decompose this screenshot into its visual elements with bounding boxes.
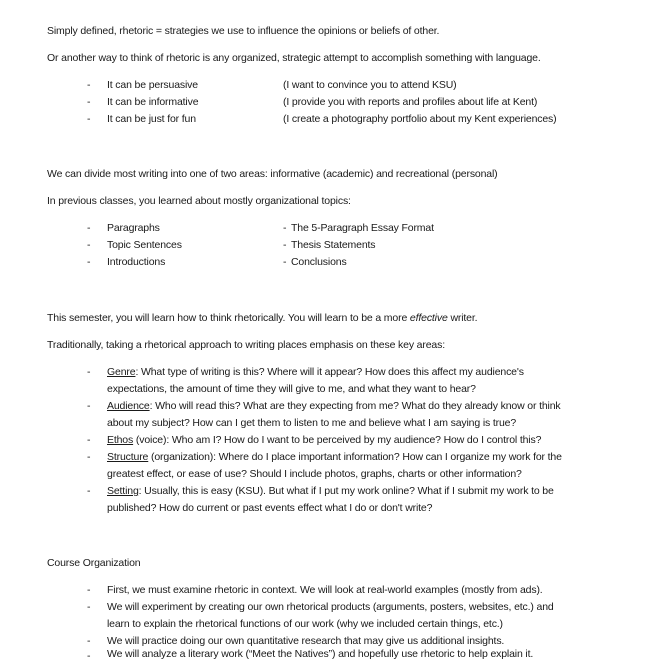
course-item-text: learn to explain the rhetorical functions of our work (why we included certain things, etc.) (107, 618, 503, 630)
topic-right: Thesis Statements (291, 239, 376, 251)
bullet-dash: - (87, 584, 91, 596)
bullet-dash: - (87, 485, 91, 497)
bullet-dash: - (87, 650, 91, 660)
type-example: (I want to convince you to attend KSU) (283, 79, 457, 91)
bullet-dash: - (87, 239, 91, 251)
key-area-term: Genre (107, 366, 136, 378)
bullet-dash: - (87, 96, 91, 108)
bullet-dash: - (87, 601, 91, 613)
bullet-dash: - (283, 256, 287, 268)
semester-text-before: This semester, you will learn how to think rhetorically. You will learn to be a more (47, 312, 410, 324)
bullet-dash: - (87, 256, 91, 268)
bullet-dash: - (87, 635, 91, 647)
key-area-term: Setting (107, 485, 139, 497)
course-item-text: We will practice doing our own quantitative research that may give us additional insights. (107, 635, 505, 647)
type-example: (I create a photography portfolio about my Kent experiences) (283, 113, 557, 125)
bullet-dash: - (283, 222, 287, 234)
key-area-description: (organization): Where do I place important information? How can I organize my work for the (148, 451, 562, 463)
key-area-description: : Who will read this? What are they expecting from me? What do they already know or think (149, 400, 561, 412)
alternative-definition-text: Or another way to think of rhetoric is any organized, strategic attempt to accomplish something with language. (47, 52, 541, 64)
key-area-description: : What type of writing is this? Where will it appear? How does this affect my audience's (135, 366, 524, 378)
type-label: It can be persuasive (107, 79, 198, 91)
key-area-description: (voice): Who am I? How do I want to be perceived by my audience? How do I control this? (133, 434, 542, 446)
bullet-dash: - (283, 239, 287, 251)
traditionally-text: Traditionally, taking a rhetorical approach to writing places emphasis on these key areas: (47, 339, 445, 351)
key-area-description: expectations, the amount of time they will give to me, and what they want to hear? (107, 383, 476, 395)
topic-left: Paragraphs (107, 222, 160, 234)
semester-emphasis: effective (409, 312, 448, 324)
bullet-dash: - (87, 434, 91, 446)
bullet-dash: - (87, 222, 91, 234)
bullet-dash: - (87, 400, 91, 412)
course-organization-heading: Course Organization (47, 557, 141, 569)
course-item-text: We will analyze a literary work (“Meet the Natives”) and hopefully use rhetoric to help explain it. (107, 648, 534, 660)
semester-text (47, 312, 477, 324)
key-area-term: Structure (107, 451, 149, 463)
key-area-term: Audience (107, 400, 150, 412)
topic-right: Conclusions (291, 256, 347, 268)
key-area-term: Ethos (107, 434, 134, 446)
key-area-description: about my subject? How can I get them to listen to me and believe what I am saying is true? (107, 417, 517, 429)
topic-left: Topic Sentences (107, 239, 182, 251)
course-item-text: First, we must examine rhetoric in context. We will look at real-world examples (mostly from ads). (107, 584, 543, 596)
key-area-description: greatest effect, or ease of use? Should I include photos, graphs, charts or other information? (107, 468, 522, 480)
key-area-description: published? How do current or past events effect what I do or don't write? (107, 502, 433, 514)
topic-right: The 5-Paragraph Essay Format (291, 222, 434, 234)
type-label: It can be informative (107, 96, 199, 108)
bullet-dash: - (87, 113, 91, 125)
previous-classes-intro: In previous classes, you learned about mostly organizational topics: (47, 195, 351, 207)
writing-areas-text: We can divide most writing into one of two areas: informative (academic) and recreational (personal) (47, 168, 498, 180)
bullet-dash: - (87, 451, 91, 463)
definition-text: Simply defined, rhetoric = strategies we use to influence the opinions or beliefs of other. (47, 25, 440, 37)
type-example: (I provide you with reports and profiles about life at Kent) (283, 96, 538, 108)
key-area-description: : Usually, this is easy (KSU). But what if I put my work online? What if I submit my work to be (138, 485, 554, 497)
course-item-text: We will experiment by creating our own rhetorical products (arguments, posters, websites, etc.) and (107, 601, 554, 613)
semester-text-after: writer. (447, 312, 478, 324)
bullet-dash: - (87, 79, 91, 91)
topic-left: Introductions (107, 256, 166, 268)
bullet-dash: - (87, 366, 91, 378)
type-label: It can be just for fun (107, 113, 196, 125)
